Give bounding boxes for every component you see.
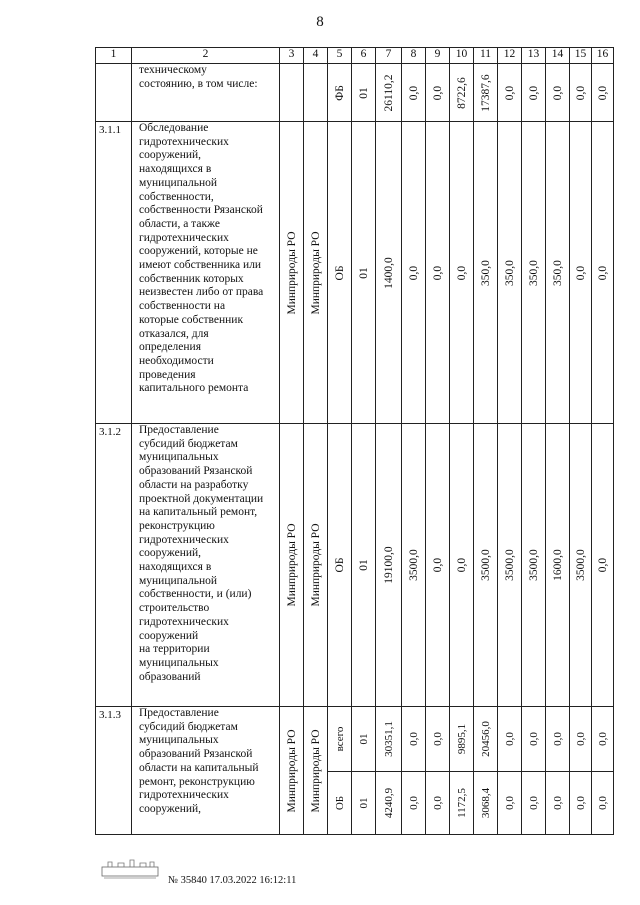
co-executor xyxy=(304,424,328,707)
header-row xyxy=(96,48,614,64)
header-cell: 2 xyxy=(132,48,280,64)
cell-value: 0,0 xyxy=(407,265,420,280)
description-line: реконструкцию xyxy=(139,519,215,532)
description-line: необходимости xyxy=(139,354,214,367)
government-stamp-icon xyxy=(98,858,162,878)
cell-value: 0,0 xyxy=(431,85,444,100)
responsible-executor xyxy=(280,122,304,424)
cell-value: 0,0 xyxy=(455,557,468,573)
responsible-executor xyxy=(280,707,304,835)
split-top xyxy=(522,707,545,772)
description-line: области на капитальный xyxy=(139,761,259,774)
value-cell-c10 xyxy=(450,707,474,835)
header-cell: 12 xyxy=(498,48,522,64)
value-cell-c10 xyxy=(450,64,474,122)
description-line: сооружений, которые не xyxy=(139,245,258,258)
value-cell-c9 xyxy=(426,64,450,122)
value-cell-c9 xyxy=(426,424,450,707)
cell-value: Минприроды РО xyxy=(309,728,322,813)
value-cell-c12 xyxy=(498,122,522,424)
cell-value: Минприроды РО xyxy=(285,230,298,315)
cell-value: Минприроды РО xyxy=(309,230,322,315)
header-cell: 3 xyxy=(280,48,304,64)
cell-value: 350,0 xyxy=(527,259,540,286)
cell-value: 0,0 xyxy=(551,85,564,100)
value-cell-c7 xyxy=(376,707,402,835)
cell-value: ОБ xyxy=(333,557,346,573)
row-description xyxy=(132,424,280,707)
split-bottom xyxy=(426,771,449,835)
value-cell-c10 xyxy=(450,122,474,424)
cell-value: 01 xyxy=(357,266,370,279)
cell-value: ОБ xyxy=(333,265,346,280)
value-cell-c8 xyxy=(402,707,426,835)
split-bottom xyxy=(522,771,545,835)
value-cell-c15 xyxy=(570,424,592,707)
row-number: 3.1.2 xyxy=(96,424,132,707)
description-line: муниципальных xyxy=(139,656,219,669)
cell-value: ОБ xyxy=(333,795,346,811)
split-bottom xyxy=(450,771,473,835)
cell-value: 3068,4 xyxy=(479,787,492,819)
split-bottom xyxy=(376,771,401,835)
document-registration-text: № 35840 17.03.2022 16:12:11 xyxy=(168,875,297,886)
split-bottom xyxy=(546,771,569,835)
cell-value: 0,0 xyxy=(407,732,420,746)
table-row xyxy=(96,424,614,707)
header-cell: 10 xyxy=(450,48,474,64)
header-cell: 6 xyxy=(352,48,376,64)
value-cell-c14 xyxy=(546,424,570,707)
co-executor xyxy=(304,707,328,835)
split-bottom xyxy=(474,771,497,835)
cell-value: 20456,0 xyxy=(479,721,492,757)
cell-value: 0,0 xyxy=(407,85,420,100)
cell-value: 3500,0 xyxy=(479,549,492,581)
value-cell-c12 xyxy=(498,707,522,835)
row-description xyxy=(132,707,280,835)
description-line: сооружений xyxy=(139,629,199,642)
description-line: проектной документации xyxy=(139,492,264,505)
cell-value: 0,0 xyxy=(574,85,587,100)
value-cell-c10 xyxy=(450,424,474,707)
cell-value: 0,0 xyxy=(503,732,516,746)
split-top xyxy=(570,707,591,772)
footer xyxy=(98,858,297,886)
description-line: на территории xyxy=(139,643,210,656)
header-cell: 16 xyxy=(592,48,614,64)
description-line: имеют собственника или xyxy=(139,259,262,272)
value-cell-c6 xyxy=(352,424,376,707)
header-cell: 9 xyxy=(426,48,450,64)
cell-value: 01 xyxy=(357,733,370,745)
value-cell-c12 xyxy=(498,424,522,707)
value-cell-c16 xyxy=(592,64,614,122)
value-cell-c16 xyxy=(592,424,614,707)
cell-value: 19100,0 xyxy=(382,546,395,584)
cell-value: 0,0 xyxy=(431,732,444,746)
description-line: области на разработку xyxy=(139,478,249,491)
value-cell-c14 xyxy=(546,64,570,122)
cell-value: 0,0 xyxy=(596,265,609,280)
description-line: на капитальный ремонт, xyxy=(139,506,258,519)
description-line: неизвестен либо от права xyxy=(139,286,264,299)
description-line: ремонт, реконструкцию xyxy=(139,775,255,788)
cell-value: 0,0 xyxy=(596,796,609,810)
description-line: гидротехнических xyxy=(139,789,229,802)
cell-value: 350,0 xyxy=(551,259,564,286)
row-number: 3.1.3 xyxy=(96,707,132,835)
description-line: находящихся в xyxy=(139,561,212,574)
cell-value: 01 xyxy=(357,559,370,571)
value-cell-c8 xyxy=(402,122,426,424)
value-cell-c6 xyxy=(352,707,376,835)
header-cell: 1 xyxy=(96,48,132,64)
header-cell: 5 xyxy=(328,48,352,64)
cell-value: 0,0 xyxy=(596,732,609,746)
cell-value: всего xyxy=(333,726,346,752)
split-top xyxy=(426,707,449,772)
header-cell: 14 xyxy=(546,48,570,64)
value-cell-c5 xyxy=(328,64,352,122)
cell-value: 3500,0 xyxy=(503,549,516,581)
value-cell-c13 xyxy=(522,707,546,835)
description-line: сооружений, xyxy=(139,802,202,815)
value-cell-c11 xyxy=(474,424,498,707)
co-executor xyxy=(304,64,328,122)
cell-value: 3500,0 xyxy=(574,549,587,581)
value-cell-c11 xyxy=(474,64,498,122)
cell-value: 01 xyxy=(357,797,370,809)
cell-value: 3500,0 xyxy=(527,549,540,581)
description-line: образований xyxy=(139,670,201,683)
cell-value: 8722,6 xyxy=(455,76,468,109)
cell-value: 0,0 xyxy=(596,557,609,573)
description-line: строительство xyxy=(139,602,210,615)
value-cell-c14 xyxy=(546,122,570,424)
header-cell: 4 xyxy=(304,48,328,64)
description-line: отказался, для xyxy=(139,327,209,340)
cell-value: 0,0 xyxy=(551,796,564,810)
description-line: муниципальных xyxy=(139,451,219,464)
value-cell-c13 xyxy=(522,424,546,707)
split-top xyxy=(450,707,473,772)
description-line: муниципальной xyxy=(139,176,218,189)
row-number: 3.1.1 xyxy=(96,122,132,424)
cell-value: ФБ xyxy=(333,84,346,101)
description-line: Предоставление xyxy=(139,707,219,719)
description-line: образований Рязанской xyxy=(139,465,253,478)
table-row xyxy=(96,122,614,424)
value-cell-c7 xyxy=(376,122,402,424)
cell-value: Минприроды РО xyxy=(285,523,298,607)
cell-value: 0,0 xyxy=(527,732,540,746)
value-cell-c11 xyxy=(474,122,498,424)
value-cell-c8 xyxy=(402,424,426,707)
value-cell-c12 xyxy=(498,64,522,122)
header-cell: 15 xyxy=(570,48,592,64)
page-number: 8 xyxy=(316,14,324,30)
description-line: субсидий бюджетам xyxy=(139,720,238,733)
header-cell: 8 xyxy=(402,48,426,64)
description-line: состоянию, в том числе: xyxy=(139,77,258,90)
description-line: гидротехнических xyxy=(139,231,229,244)
cell-value: 350,0 xyxy=(503,259,516,286)
row-description xyxy=(132,64,280,122)
header-cell: 7 xyxy=(376,48,402,64)
description-line: собственности, xyxy=(139,190,214,203)
cell-value: 0,0 xyxy=(503,796,516,810)
split-bottom xyxy=(570,771,591,835)
description-line: собственности Рязанской xyxy=(139,204,263,217)
responsible-executor xyxy=(280,64,304,122)
cell-value: 9895,1 xyxy=(455,723,468,755)
description-line: которые собственник xyxy=(139,313,244,326)
cell-value: 0,0 xyxy=(527,85,540,100)
cell-value: 17387,6 xyxy=(479,73,492,112)
split-top xyxy=(498,707,521,772)
cell-value: 0,0 xyxy=(431,796,444,810)
description-line: техническому xyxy=(139,64,207,76)
description-line: гидротехнических xyxy=(139,135,229,148)
description-line: муниципальной xyxy=(139,574,218,587)
value-cell-c8 xyxy=(402,64,426,122)
split-top xyxy=(546,707,569,772)
split-bottom xyxy=(352,771,375,835)
split-bottom xyxy=(402,771,425,835)
description-line: гидротехнических xyxy=(139,615,229,628)
cell-value: 30351,1 xyxy=(382,721,395,757)
header-cell: 13 xyxy=(522,48,546,64)
program-table xyxy=(95,47,614,835)
value-cell-c15 xyxy=(570,64,592,122)
value-cell-c14 xyxy=(546,707,570,835)
cell-value: 0,0 xyxy=(596,85,609,100)
cell-value: Минприроды РО xyxy=(285,728,298,813)
header-cell: 11 xyxy=(474,48,498,64)
value-cell-c16 xyxy=(592,707,614,835)
value-cell-c5 xyxy=(328,707,352,835)
description-line: Обследование xyxy=(139,122,209,134)
description-line: определения xyxy=(139,341,202,354)
value-cell-c9 xyxy=(426,122,450,424)
value-cell-c7 xyxy=(376,424,402,707)
cell-value: 1172,5 xyxy=(455,788,468,818)
description-line: капитального ремонта xyxy=(139,382,249,395)
cell-value: 1400,0 xyxy=(382,256,395,289)
description-line: проведения xyxy=(139,368,196,381)
split-top xyxy=(592,707,613,772)
value-cell-c6 xyxy=(352,122,376,424)
cell-value: 0,0 xyxy=(574,796,587,810)
description-line: собственности на xyxy=(139,300,226,313)
description-line: образований Рязанской xyxy=(139,748,253,761)
cell-value: Минприроды РО xyxy=(309,523,322,607)
description-line: области, а также xyxy=(139,217,220,230)
split-top xyxy=(402,707,425,772)
value-cell-c9 xyxy=(426,707,450,835)
row-description xyxy=(132,122,280,424)
split-top xyxy=(328,707,351,772)
value-cell-c11 xyxy=(474,707,498,835)
description-line: находящихся в xyxy=(139,163,212,176)
value-cell-c15 xyxy=(570,707,592,835)
split-top xyxy=(352,707,375,772)
cell-value: 3500,0 xyxy=(407,549,420,581)
cell-value: 0,0 xyxy=(503,85,516,100)
description-line: Предоставление xyxy=(139,424,219,436)
description-line: гидротехнических xyxy=(139,533,229,546)
cell-value: 0,0 xyxy=(407,796,420,810)
cell-value: 01 xyxy=(357,86,370,99)
description-line: муниципальных xyxy=(139,734,219,747)
cell-value: 4240,9 xyxy=(382,787,395,819)
value-cell-c15 xyxy=(570,122,592,424)
cell-value: 0,0 xyxy=(527,796,540,810)
co-executor xyxy=(304,122,328,424)
responsible-executor xyxy=(280,424,304,707)
table-row xyxy=(96,707,614,835)
split-bottom xyxy=(328,771,351,835)
value-cell-c13 xyxy=(522,122,546,424)
description-line: сооружений, xyxy=(139,149,202,162)
row-number xyxy=(96,64,132,122)
description-line: собственности, и (или) xyxy=(139,588,252,601)
cell-value: 0,0 xyxy=(551,732,564,746)
value-cell-c5 xyxy=(328,122,352,424)
cell-value: 0,0 xyxy=(574,265,587,280)
cell-value: 0,0 xyxy=(431,265,444,280)
split-bottom xyxy=(592,771,613,835)
cell-value: 0,0 xyxy=(455,265,468,280)
value-cell-c16 xyxy=(592,122,614,424)
description-line: субсидий бюджетам xyxy=(139,437,238,450)
split-top xyxy=(376,707,401,772)
cell-value: 0,0 xyxy=(574,732,587,746)
cell-value: 350,0 xyxy=(479,259,492,286)
description-line: сооружений, xyxy=(139,547,202,560)
split-bottom xyxy=(498,771,521,835)
value-cell-c6 xyxy=(352,64,376,122)
cell-value: 0,0 xyxy=(431,557,444,573)
value-cell-c13 xyxy=(522,64,546,122)
description-line: собственник которых xyxy=(139,272,244,285)
split-top xyxy=(474,707,497,772)
value-cell-c7 xyxy=(376,64,402,122)
table-row xyxy=(96,64,614,122)
value-cell-c5 xyxy=(328,424,352,707)
cell-value: 1600,0 xyxy=(551,549,564,581)
cell-value: 26110,2 xyxy=(382,74,395,111)
